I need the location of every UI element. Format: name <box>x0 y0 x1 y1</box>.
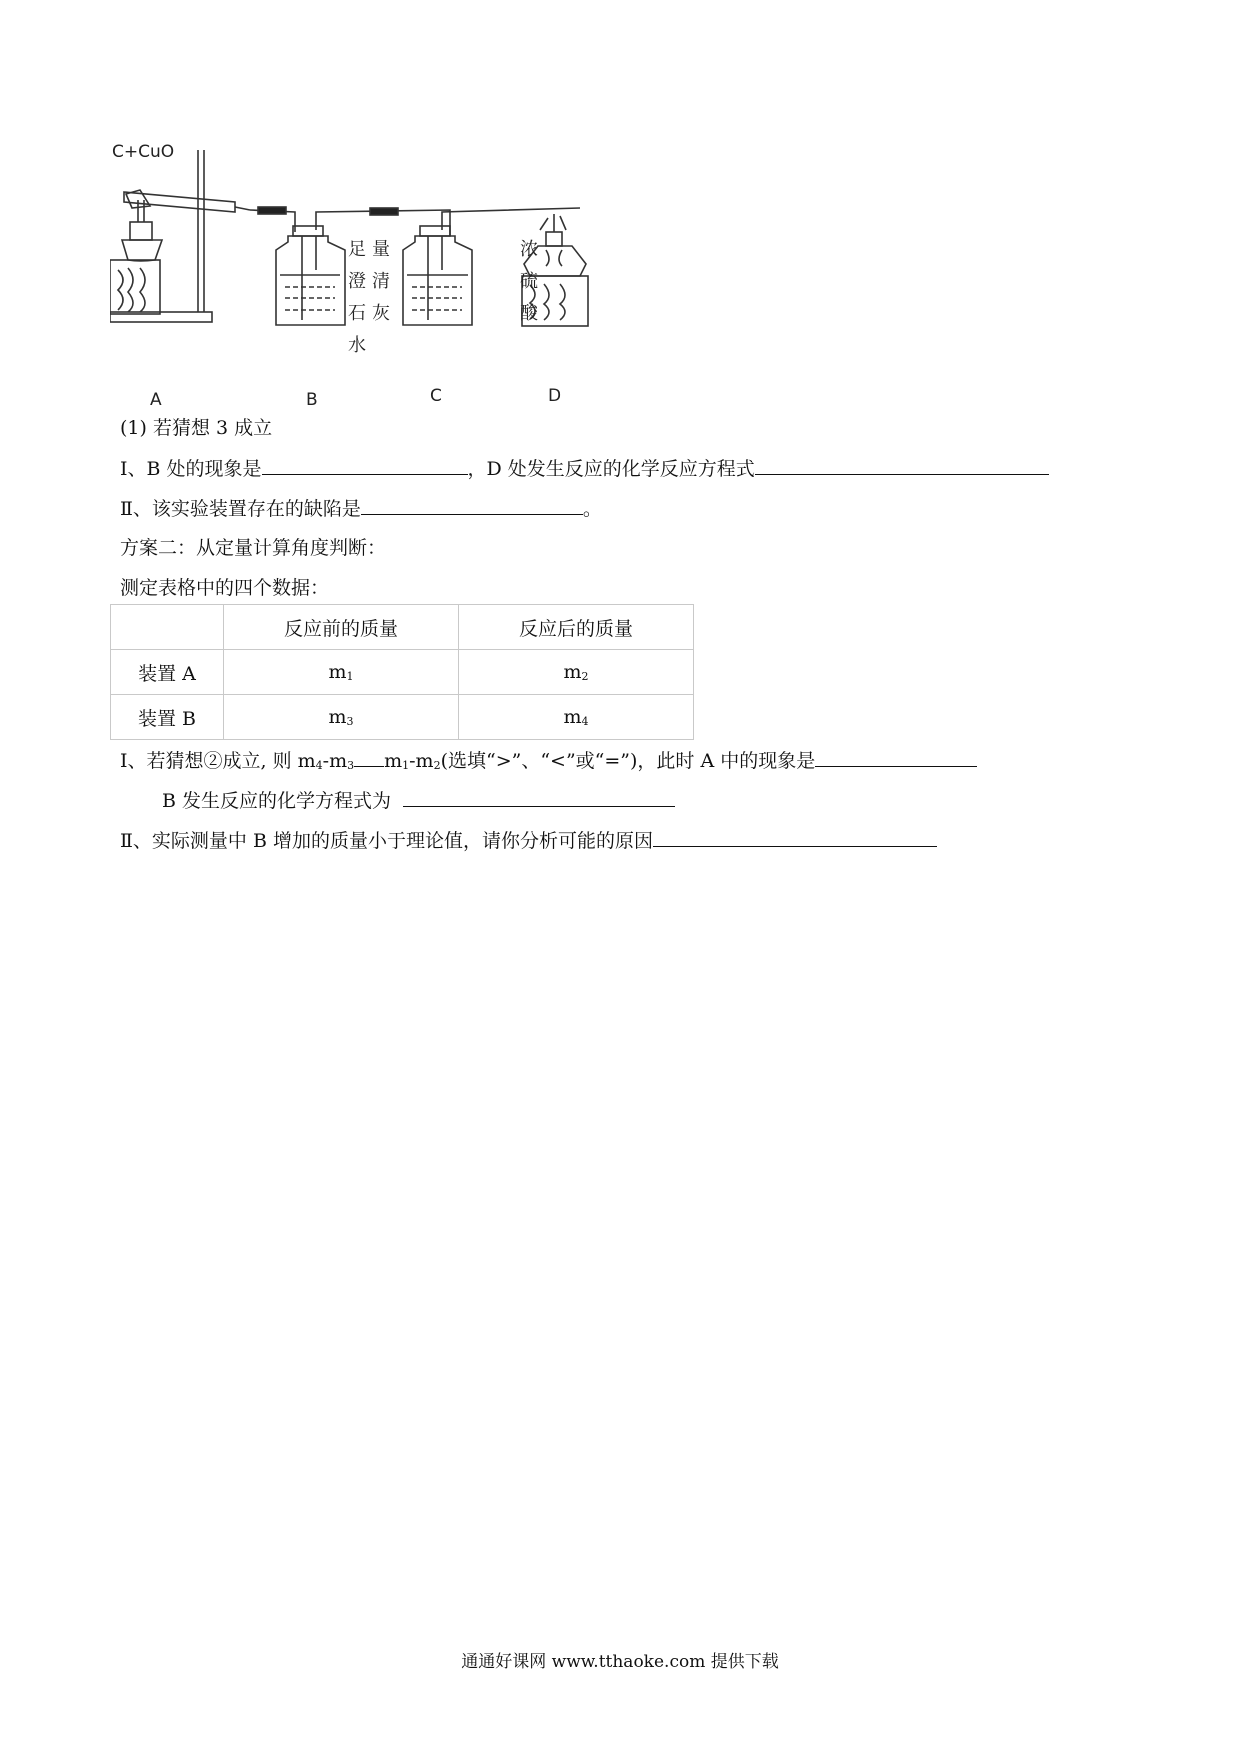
m-symbol: m <box>563 706 582 728</box>
mass-table <box>110 604 694 740</box>
answer-blank-b-equation[interactable] <box>403 788 675 807</box>
table-cell <box>459 650 694 695</box>
table-header-cell <box>111 605 224 650</box>
q1-heading: (1) 若猜想 3 成立 <box>120 417 273 439</box>
m-symbol: m <box>328 661 347 683</box>
char: 石 <box>348 303 366 324</box>
q1-line2-text-a: Ⅱ、该实验装置存在的缺陷是 <box>120 498 361 520</box>
m-symbol: m <box>328 706 347 728</box>
q2-line2 <box>162 788 675 813</box>
answer-blank-b-phenomenon[interactable] <box>262 456 468 475</box>
table-cell <box>224 650 459 695</box>
subscript: 2 <box>433 759 441 772</box>
m-symbol: m <box>563 661 582 683</box>
q2-line1-text-a: Ⅰ、若猜想②成立, 则 m <box>120 750 316 772</box>
m-subscript: 3 <box>346 715 354 728</box>
answer-blank-reason[interactable] <box>653 828 937 847</box>
table-header-cell: 反应后的质量 <box>459 605 694 650</box>
char: 清 <box>372 271 390 292</box>
q2-line3-text: Ⅱ、实际测量中 B 增加的质量小于理论值，请你分析可能的原因 <box>120 830 653 852</box>
subscript: 4 <box>315 759 323 772</box>
subscript: 3 <box>347 759 355 772</box>
char: 浓 <box>520 239 538 260</box>
char: 量 <box>372 239 390 260</box>
answer-blank-a-phenomenon[interactable] <box>815 748 977 767</box>
char: 灰 <box>372 303 390 324</box>
q2-line1-text-e: (选填“>”、“<”或“=”)，此时 A 中的现象是 <box>440 750 816 772</box>
device-label-a: A <box>150 390 162 410</box>
table-cell <box>224 695 459 740</box>
device-label-b: B <box>306 390 318 410</box>
q2-line1-text-b: -m <box>322 750 348 772</box>
q1-line2 <box>120 496 602 521</box>
mass-table-wrap <box>110 604 694 740</box>
table-header-row <box>111 605 694 650</box>
q1-line1 <box>120 456 1049 481</box>
char: 硫 <box>520 271 538 292</box>
apparatus-figure <box>110 142 650 410</box>
char: 酸 <box>520 303 538 324</box>
char: 澄 <box>348 271 366 292</box>
char: 足 <box>348 239 366 260</box>
m-subscript: 4 <box>581 715 589 728</box>
table-row-label: 装置 B <box>111 695 224 740</box>
q1-line1-text-b: ，D 处发生反应的化学反应方程式 <box>467 458 755 480</box>
device-label-d: D <box>548 386 562 406</box>
page-footer: 通通好课网 www.tthaoke.com 提供下载 <box>461 1652 779 1672</box>
bottle-c-reagent-label <box>520 234 540 330</box>
q1-line1-text-a: Ⅰ、B 处的现象是 <box>120 458 262 480</box>
answer-blank-compare[interactable] <box>354 748 384 767</box>
table-header-cell: 反应前的质量 <box>224 605 459 650</box>
answer-blank-d-equation[interactable] <box>755 456 1049 475</box>
q2-line1-text-c: m <box>384 750 403 772</box>
m-subscript: 1 <box>346 670 354 683</box>
table-row <box>111 695 694 740</box>
reactant-label: C+CuO <box>112 142 175 162</box>
q2-line1-text-d: -m <box>409 750 434 772</box>
q2-line1 <box>120 748 977 778</box>
char: 水 <box>348 335 366 356</box>
plan2-intro: 测定表格中的四个数据： <box>120 577 330 599</box>
table-cell <box>459 695 694 740</box>
table-row-label: 装置 A <box>111 650 224 695</box>
device-label-c: C <box>430 386 442 406</box>
plan2-title: 方案二：从定量计算角度判断： <box>120 537 387 559</box>
answer-blank-defect[interactable] <box>361 496 583 515</box>
q2-line2-text: B 发生反应的化学方程式为 <box>162 790 392 812</box>
table-row <box>111 650 694 695</box>
q2-line3 <box>120 828 937 853</box>
bottle-b-reagent-label <box>348 234 396 362</box>
q1-line2-text-b: 。 <box>582 498 602 520</box>
m-subscript: 2 <box>581 670 589 683</box>
subscript: 1 <box>402 759 410 772</box>
